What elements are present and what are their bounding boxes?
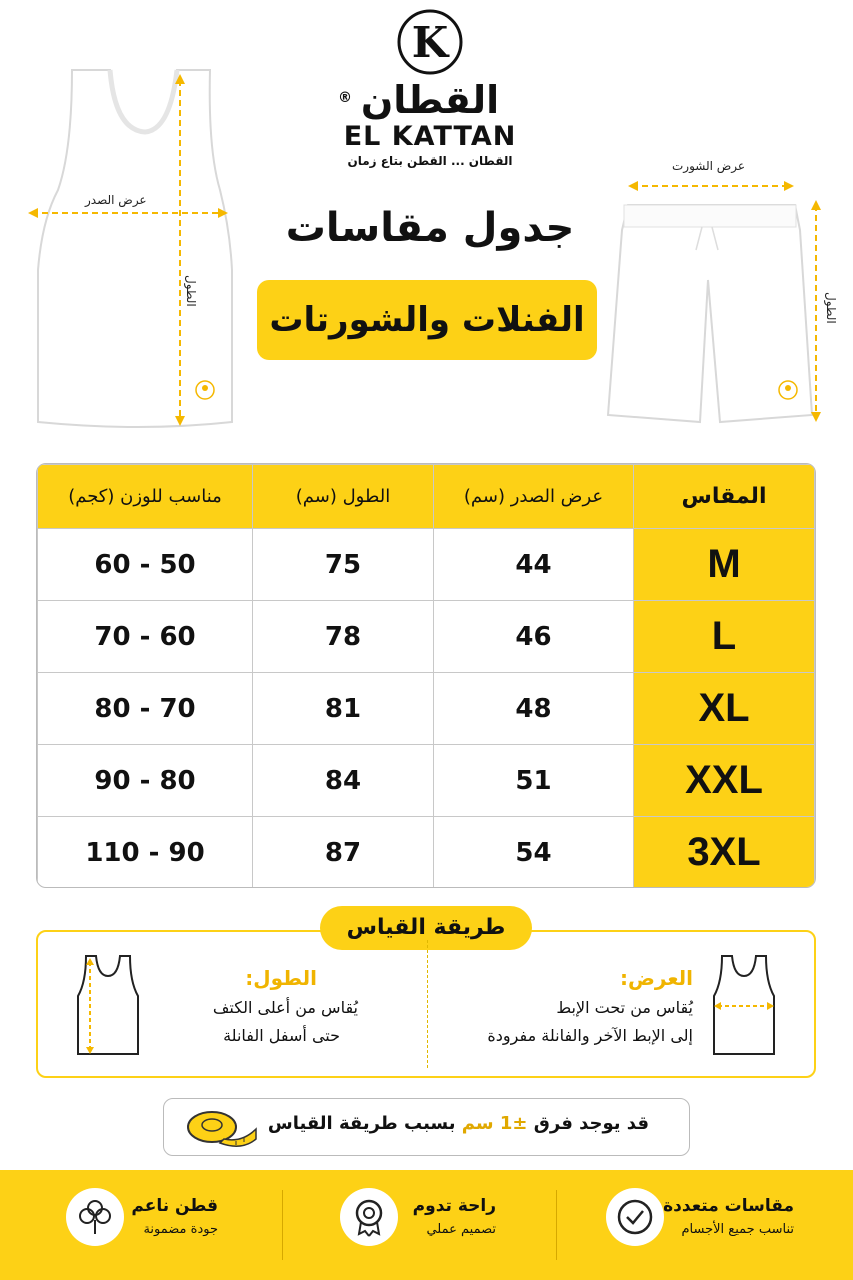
length-method-heading: الطول: [245, 966, 317, 990]
shorts-width-label: عرض الشورت [672, 159, 746, 173]
width-method-heading: العرض: [620, 966, 693, 990]
brand-name-ar-text: القطان [360, 78, 500, 122]
header-chest: عرض الصدر (سم) [434, 465, 634, 529]
tank-top-illustration [20, 60, 250, 435]
size-table-grid [37, 464, 815, 888]
k-emblem-icon [396, 8, 464, 76]
table-row [38, 601, 815, 673]
cell-chest: 48 [434, 673, 634, 745]
registered-mark: ® [338, 90, 352, 106]
cell-chest: 46 [434, 601, 634, 673]
table-row [38, 745, 815, 817]
cell-weight: 50 - 60 [38, 529, 253, 601]
features-footer [0, 1170, 853, 1280]
width-method-line1: يُقاس من تحت الإبط [556, 998, 693, 1017]
header-weight: مناسب للوزن (كجم) [38, 465, 253, 529]
feature-multiple-sizes [600, 1188, 840, 1262]
cell-size: L [634, 601, 815, 673]
cell-weight: 90 - 110 [38, 817, 253, 889]
cell-chest: 51 [434, 745, 634, 817]
note-suffix: بسبب طريقة القياس [267, 1113, 456, 1134]
feature-subtitle: تصميم عملي [426, 1222, 496, 1237]
cell-size: XL [634, 673, 815, 745]
note-highlight: ±1 سم [461, 1113, 528, 1134]
tolerance-note-text [268, 1113, 649, 1134]
size-table [36, 463, 816, 888]
cell-weight: 70 - 80 [38, 673, 253, 745]
page-title: جدول مقاسات [285, 205, 575, 251]
length-method-line1: يُقاس من أعلى الكتف [212, 998, 358, 1017]
tank-length-label: الطول [184, 275, 198, 307]
tank-length-icon [70, 952, 146, 1058]
length-method-line2: حتى أسفل الفانلة [223, 1026, 340, 1045]
header-length: الطول (سم) [253, 465, 434, 529]
feature-title: قطن ناعم [131, 1196, 218, 1216]
check-icon [606, 1188, 664, 1246]
feature-soft-cotton [62, 1188, 242, 1262]
tank-width-icon [706, 952, 782, 1058]
note-prefix: قد يوجد فرق [533, 1113, 649, 1134]
cell-size: M [634, 529, 815, 601]
feature-title: راحة تدوم [412, 1196, 496, 1216]
shorts-drawing [600, 150, 840, 430]
feature-title: مقاسات متعددة [663, 1196, 794, 1216]
footer-separator [556, 1190, 557, 1260]
method-divider [427, 940, 428, 1068]
measuring-tape-icon [184, 1107, 260, 1149]
feature-subtitle: جودة مضمونة [143, 1222, 218, 1237]
table-row [38, 673, 815, 745]
shorts-illustration [600, 150, 840, 430]
cell-weight: 60 - 70 [38, 601, 253, 673]
cotton-icon [66, 1188, 124, 1246]
tank-top-drawing [20, 60, 250, 435]
cell-weight: 80 - 90 [38, 745, 253, 817]
footer-separator [282, 1190, 283, 1260]
feature-subtitle: تناسب جميع الأجسام [681, 1222, 794, 1237]
badge-icon [340, 1188, 398, 1246]
cell-length: 87 [253, 817, 434, 889]
cell-length: 78 [253, 601, 434, 673]
table-row [38, 529, 815, 601]
table-header-row [38, 465, 815, 529]
brand-name-arabic [330, 78, 530, 122]
tolerance-note [163, 1098, 690, 1156]
brand-logo [330, 8, 530, 168]
logo-letter: K [411, 18, 449, 67]
table-row [38, 817, 815, 889]
header-size: المقاس [634, 465, 815, 529]
cell-chest: 44 [434, 529, 634, 601]
brand-tagline: القطان ... القطن بتاع زمان [347, 154, 513, 168]
cell-size: XXL [634, 745, 815, 817]
cell-length: 84 [253, 745, 434, 817]
measuring-method-title: طريقة القياس [320, 906, 532, 950]
tank-chest-label: عرض الصدر [85, 193, 147, 207]
cell-length: 81 [253, 673, 434, 745]
brand-name-english: EL KATTAN [343, 121, 517, 152]
cell-length: 75 [253, 529, 434, 601]
feature-lasting-comfort [336, 1188, 536, 1262]
cell-chest: 54 [434, 817, 634, 889]
measuring-method-box [36, 930, 816, 1078]
cell-size: 3XL [634, 817, 815, 889]
shorts-length-label: الطول [824, 292, 838, 324]
width-method-line2: إلى الإبط الآخر والفانلة مفرودة [487, 1026, 693, 1045]
page-subtitle: الفنلات والشورتات [257, 280, 597, 360]
